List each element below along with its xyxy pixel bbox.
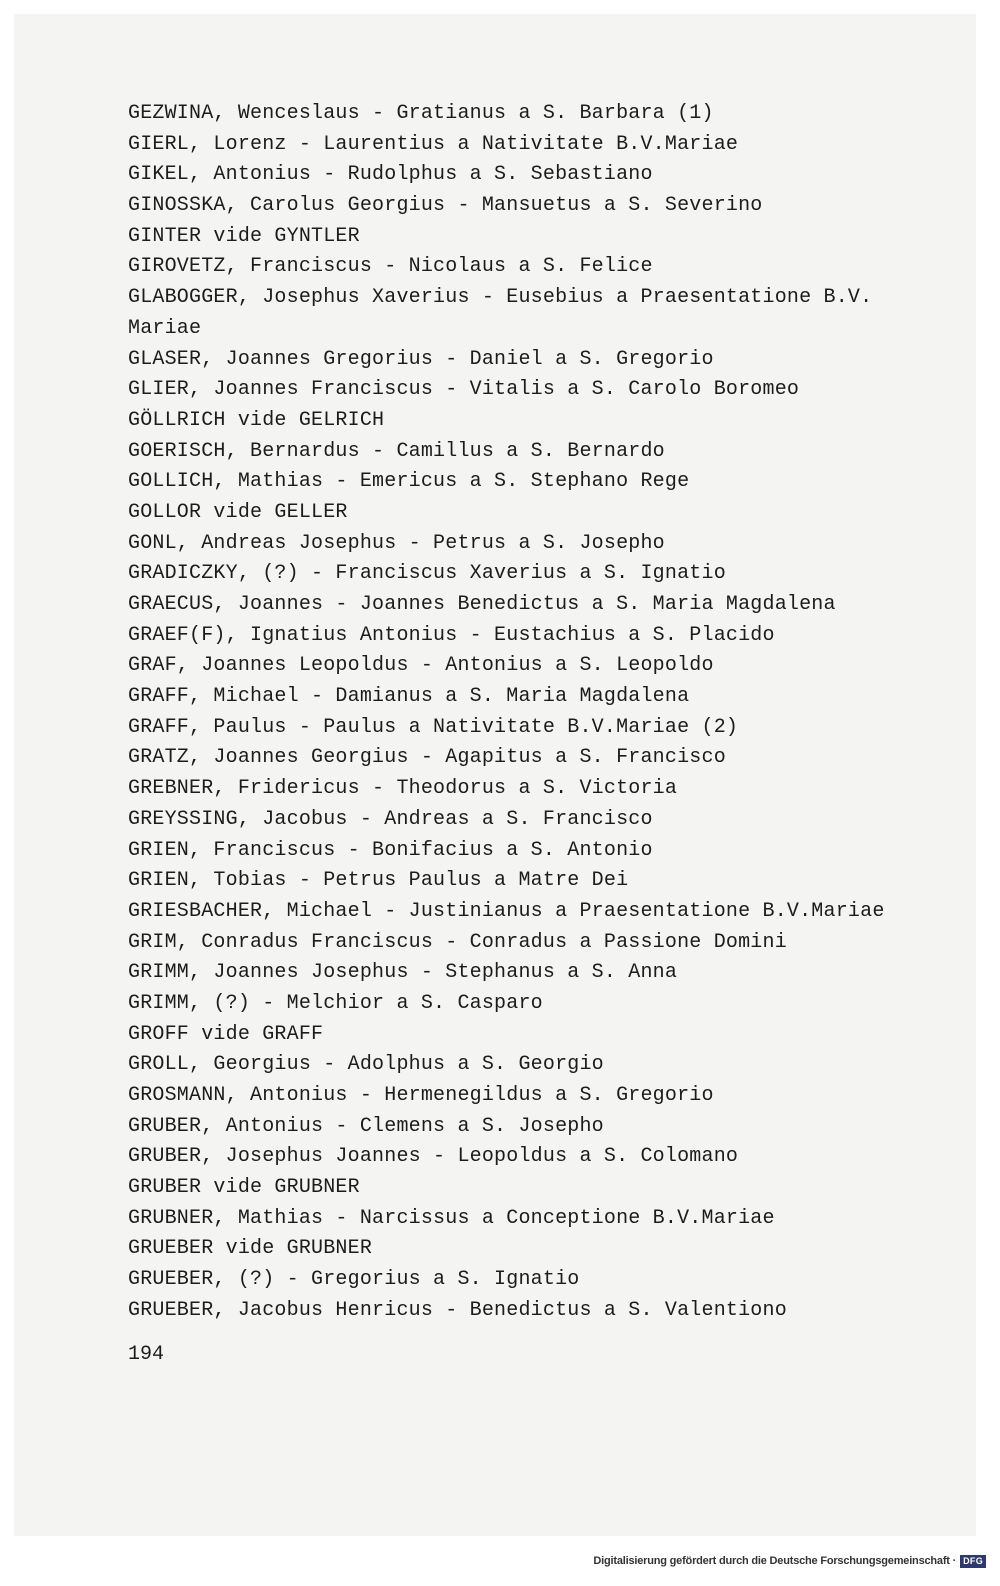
register-entry: GRATZ, Joannes Georgius - Agapitus a S. Francisco (128, 746, 726, 770)
register-entry: GRAECUS, Joannes - Joannes Benedictus a S. Maria Magdalena (128, 593, 836, 616)
register-entry: GRIM, Conradus Franciscus - Conradus a Passione Domini (128, 930, 787, 954)
register-entry: GRAFF, Paulus - Paulus a Nativitate B.V.Mariae (2) (128, 715, 739, 739)
register-entry: GOLLOR vide GELLER (128, 500, 348, 524)
register-entry: GLIER, Joannes Franciscus - Vitalis a S. Carolo Boromeo (128, 378, 800, 402)
register-entry: GINTER vide GYNTLER (128, 224, 360, 248)
register-entry: GREBNER, Fridericus - Theodorus a S. Victoria (128, 777, 678, 801)
register-entry: GONL, Andreas Josephus - Petrus a S. Josepho (128, 531, 665, 555)
register-entry: GRIEN, Tobias - Petrus Paulus a Matre Dei (128, 869, 629, 893)
register-entry: GIERL, Lorenz - Laurentius a Nativitate B.V.Mariae (128, 132, 739, 156)
register-entry: GIROVETZ, Franciscus - Nicolaus a S. Felice (128, 255, 653, 279)
register-entry: GROFF vide GRAFF (128, 1022, 324, 1046)
page-number: 194 (128, 1343, 165, 1366)
register-entry: GRUEBER, (?) - Gregorius a S. Ignatio (128, 1268, 580, 1292)
register-entry: GRUBER, Josephus Joannes - Leopoldus a S. Colomano (128, 1145, 739, 1169)
register-entry: Mariae (128, 316, 202, 340)
register-entry: GEZWINA, Wenceslaus - Gratianus a S. Barbara (1) (128, 102, 714, 125)
register-entry: GRAFF, Michael - Damianus a S. Maria Magdalena (128, 685, 690, 709)
footer-credit-text: Digitalisierung gefördert durch die Deutsche Forschungsgemeinschaft · (593, 1555, 957, 1567)
register-entry: GRADICZKY, (?) - Franciscus Xaverius a S. Ignatio (128, 562, 726, 586)
register-entry: GRUBER vide GRUBNER (128, 1176, 360, 1200)
register-entry: GROSMANN, Antonius - Hermenegildus a S. Gregorio (128, 1084, 714, 1107)
register-entry: GLABOGGER, Josephus Xaverius - Eusebius a Praesentatione B.V. (128, 286, 873, 310)
register-entry: GRIESBACHER, Michael - Justinianus a Praesentatione B.V.Mariae (128, 899, 885, 923)
register-entry: GRAEF(F), Ignatius Antonius - Eustachius a S. Placido (128, 623, 775, 647)
digitization-credit (593, 1551, 986, 1571)
register-entry: GRIMM, (?) - Melchior a S. Casparo (128, 991, 543, 1015)
register-entry: GROLL, Georgius - Adolphus a S. Georgio (128, 1053, 604, 1077)
register-entry: GINOSSKA, Carolus Georgius - Mansuetus a S. Severino (128, 194, 763, 218)
register-entry: GÖLLRICH vide GELRICH (128, 408, 385, 432)
register-entry: GRIMM, Joannes Josephus - Stephanus a S. Anna (128, 961, 678, 985)
register-entry: GLASER, Joannes Gregorius - Daniel a S. Gregorio (128, 347, 714, 371)
register-entries (128, 99, 885, 1327)
register-entry: GREYSSING, Jacobus - Andreas a S. Francisco (128, 807, 653, 831)
register-entry: GRUBNER, Mathias - Narcissus a Conceptione B.V.Mariae (128, 1206, 775, 1230)
register-entry: GOLLICH, Mathias - Emericus a S. Stephano Rege (128, 470, 690, 494)
register-entry: GRUEBER, Jacobus Henricus - Benedictus a S. Valentiono (128, 1298, 787, 1322)
register-entry: GOERISCH, Bernardus - Camillus a S. Bernardo (128, 439, 665, 463)
register-entry: GRAF, Joannes Leopoldus - Antonius a S. Leopoldo (128, 654, 714, 678)
register-entry: GRUEBER vide GRUBNER (128, 1237, 373, 1261)
register-entry: GIKEL, Antonius - Rudolphus a S. Sebastiano (128, 163, 653, 187)
register-entry: GRUBER, Antonius - Clemens a S. Josepho (128, 1114, 604, 1138)
dfg-logo: DFG (960, 1555, 986, 1568)
register-entry: GRIEN, Franciscus - Bonifacius a S. Antonio (128, 838, 653, 862)
